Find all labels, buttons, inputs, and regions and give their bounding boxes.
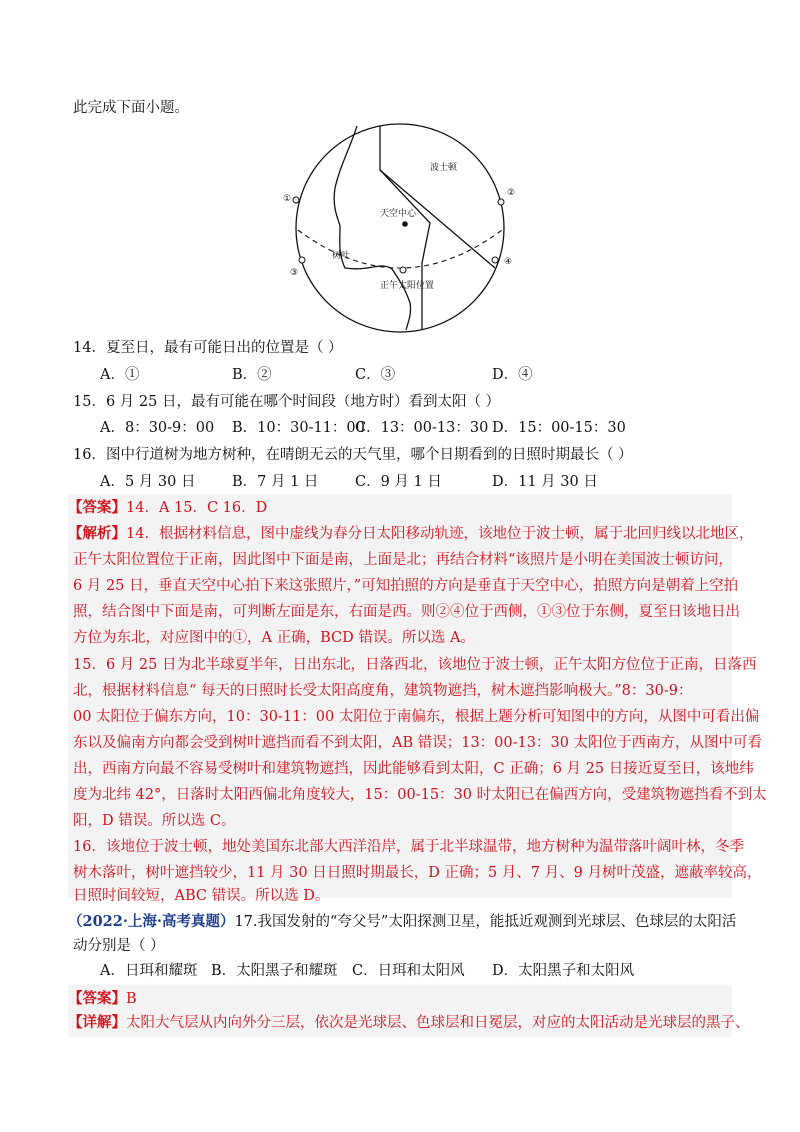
analysis-line-9: 出，西南方向最不容易受树叶和建筑物遮挡，因此能够看到太阳，C 正确；6 月 25 日接近夏至日，该地纬 [73,761,754,777]
answer-text: 14．A 15．C 16．D [126,500,268,516]
q14-stem: 14．夏至日，最有可能日出的位置是（ ） [73,340,343,356]
tree-label: 树叶 [332,251,351,261]
q15-option-c: C．13：00-13：30 [355,420,489,436]
marker-2-point [498,199,504,205]
south-label: 正午太阳位置 [380,281,435,291]
q15-option-b: B．10：30-11：00 [232,420,365,436]
sky-photo-figure [280,118,520,338]
detail2-row [68,1013,750,1033]
marker-1-point [293,197,299,203]
analysis-line-7: 00 太阳位于偏东方向，10：30-11：00 太阳位于南偏东，根据上题分析可知图中的方向，从图中可看出偏 [73,709,760,725]
q15-option-d: D．15：00-15：30 [492,420,626,436]
analysis-line-14: 日照时间较短，ABC 错误。所以选 D。 [73,888,330,904]
q17-stem-line2: 动分别是（ ） [73,938,165,954]
q17-option-d: D．太阳黑子和太阳风 [492,963,635,979]
q16-stem: 16．图中行道树为地方树种，在晴朗无云的天气里，哪个日期看到的日照时期最长（ ） [73,447,633,463]
q16-option-a: A．5 月 30 日 [100,474,196,490]
q15-stem: 15．6 月 25 日，最有可能在哪个时间段（地方时）看到太阳（ ） [73,394,501,410]
answer-row [68,498,267,518]
analysis-line-10: 度为北纬 42°，日落时太阳西偏北角度较大，15：00-15：30 时太阳已在偏西方向，受建筑物遮挡看不到太 [73,787,767,803]
q17-option-a: A．日珥和耀斑 [100,963,198,979]
analysis-line-12: 16．该地位于波士顿，地处美国东北部大西洋沿岸，属于北半球温带，地方树种为温带落叶阔叶林，冬季 [73,839,744,855]
answer-tag: 【答案】 [68,499,126,516]
q17-option-c: C．日珥和太阳风 [352,963,465,979]
analysis-line-5: 15．6 月 25 日为北半球夏半年，日出东北，日落西北，该地位于波士顿，正午太阳方位位于正南，日落西 [73,657,757,673]
roof-line [380,170,495,268]
sky-circle [296,124,504,332]
detail2-text: 太阳大气层从内向外分三层，依次是光球层、色球层和日冕层，对应的太阳活动是光球层的黑子、 [126,1015,750,1031]
q16-option-d: D．11 月 30 日 [492,474,598,490]
analysis-text-0: 14．根据材料信息，图中虚线为春分日太阳移动轨迹，该地位于波士顿，属于北回归线以北地区， [126,526,754,542]
sun-path-dashed [298,230,502,268]
building-outline [334,126,410,330]
analysis-line-1: 正午太阳位置位于正南，因此图中下面是南，上面是北；再结合材料“该照片是小明在美国波士顿访问， [73,552,733,568]
marker-4-label: ④ [504,257,513,267]
zenith-label: 天空中心 [380,209,417,219]
intro-text: 此完成下面小题。 [73,100,189,116]
analysis-line-8: 东以及偏南方向都会受到树叶遮挡而看不到太阳，AB 错误；13：00-13：30 太阳位于西南方，从图中可看 [73,735,763,751]
analysis-line-6: 北，根据材料信息“ 每天的日照时长受太阳高度角，建筑物遮挡，树木遮挡影响极大。”8：30-9： [73,683,693,699]
noon-sun-marker [400,267,406,273]
q17-stem-text: 17.我国发射的“夸父号”太阳探测卫星，能抵近观测到光球层、色球层的太阳活 [234,914,737,930]
q14-option-d: D．④ [492,367,533,383]
analysis-line-11: 阳，D 错误。所以选 C。 [73,813,236,829]
analysis-line-2: 6 月 25 日，垂直天空中心拍下来这张照片，”可知拍照的方向是垂直于天空中心，拍照方向是朝着上空拍 [73,578,739,594]
q17-option-b: B．太阳黑子和耀斑 [211,963,338,979]
answer2-text: B [126,991,137,1007]
marker-3-point [299,257,305,263]
q14-option-c: C．③ [355,367,396,383]
analysis-line-4: 方位为东北，对应图中的①，A 正确，BCD 错误。所以选 A。 [73,630,475,646]
analysis-line-13: 树木落叶，树叶遮挡较少，11 月 30 日日照时期最长，D 正确；5 月、7 月、9 月树叶茂盛，遮蔽率较高， [73,865,762,881]
q17-stem-line1 [68,912,736,932]
detail2-tag: 【详解】 [68,1014,126,1031]
marker-1-label: ① [283,194,292,204]
answer2-tag: 【答案】 [68,990,126,1007]
q17-source: （2022·上海·高考真题） [68,913,235,930]
marker-4-point [492,257,498,263]
analysis-line-0 [68,524,753,544]
marker-2-label: ② [507,188,516,198]
analysis-tag: 【解析】 [68,525,126,542]
q14-option-b: B．② [232,367,272,383]
answer2-row [68,989,137,1009]
marker-3-label: ③ [290,268,299,278]
q15-option-a: A．8：30-9：00 [100,420,215,436]
city-label: 波士顿 [430,163,458,173]
building-edge [380,126,430,330]
q16-option-b: B．7 月 1 日 [232,474,319,490]
zenith-dot [402,221,408,227]
q16-option-c: C．9 月 1 日 [355,474,442,490]
analysis-line-3: 照，结合图中下面是南，可判断左面是东，右面是西。则②④位于西侧，①③位于东侧，夏至日该地日出 [73,604,740,620]
q14-option-a: A．① [100,367,140,383]
